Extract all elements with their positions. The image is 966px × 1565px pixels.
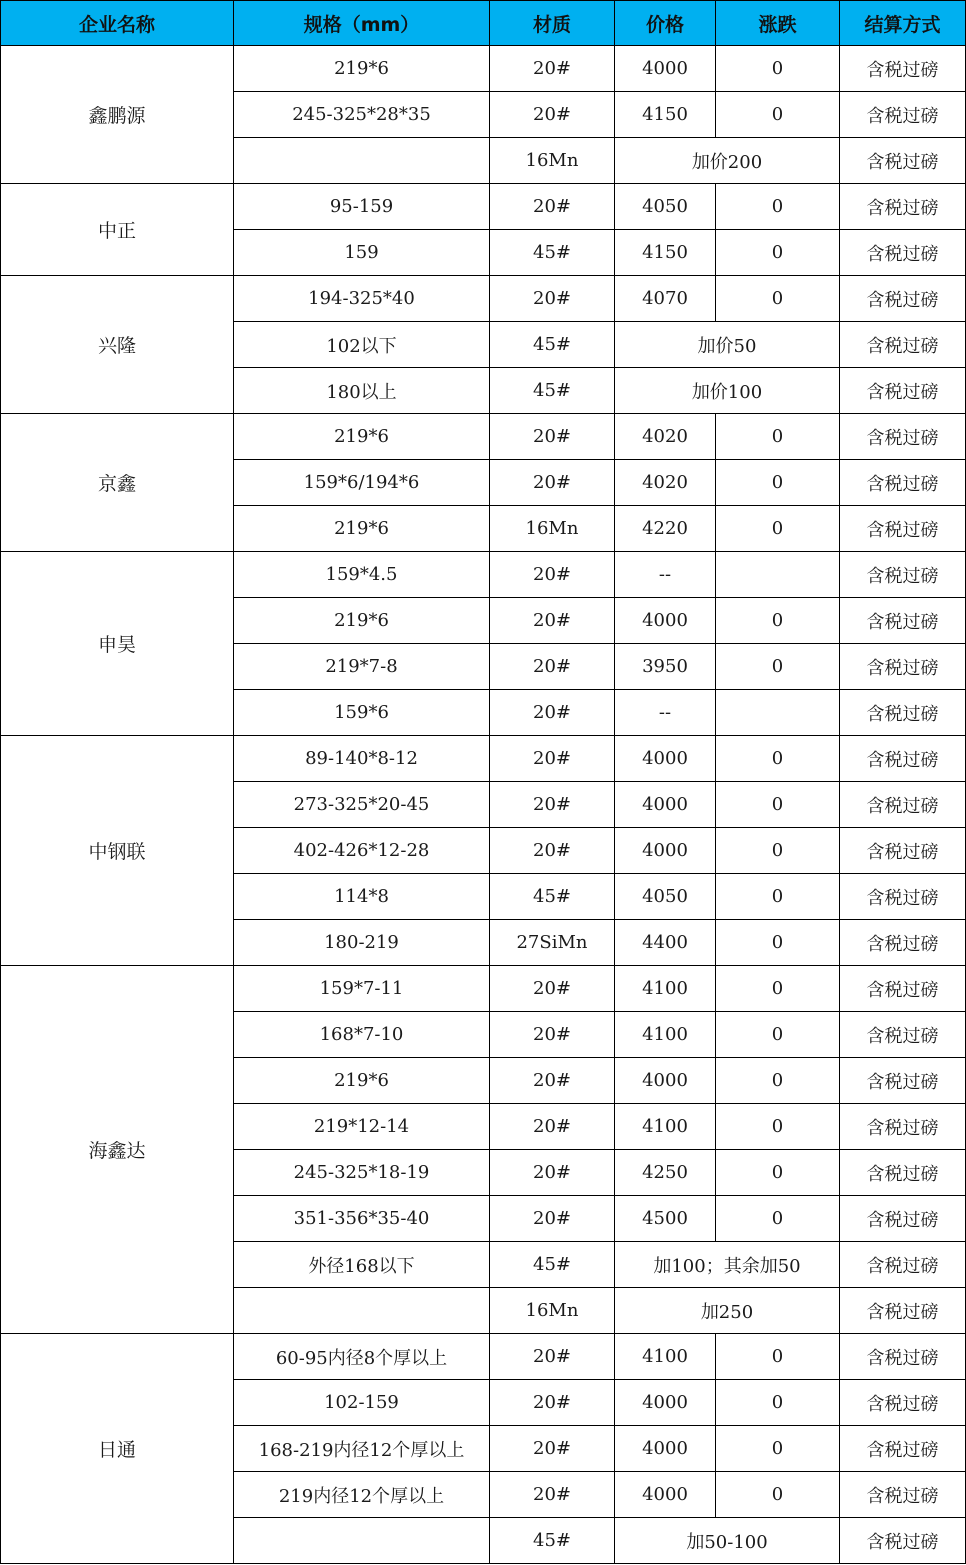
table-row — [1, 966, 966, 1012]
settlement-cell: 含税过磅 — [840, 1518, 966, 1564]
header-price: 价格 — [615, 1, 716, 46]
spec-cell: 60-95内径8个厚以上 — [234, 1334, 490, 1380]
price-cell: 4000 — [615, 828, 716, 874]
material-cell: 20# — [490, 552, 615, 598]
price-cell: 4100 — [615, 1012, 716, 1058]
settlement-cell: 含税过磅 — [840, 92, 966, 138]
material-cell: 16Mn — [490, 138, 615, 184]
price-cell: 4150 — [615, 230, 716, 276]
spec-cell: 外径168以下 — [234, 1242, 490, 1288]
table-row — [1, 46, 966, 92]
settlement-cell: 含税过磅 — [840, 276, 966, 322]
price-cell: 4050 — [615, 874, 716, 920]
change-cell: 0 — [716, 184, 840, 230]
price-cell: 4220 — [615, 506, 716, 552]
change-cell: 0 — [716, 782, 840, 828]
settlement-cell: 含税过磅 — [840, 782, 966, 828]
material-cell: 45# — [490, 874, 615, 920]
settlement-cell: 含税过磅 — [840, 1058, 966, 1104]
price-note-cell: 加价100 — [615, 368, 840, 414]
material-cell: 20# — [490, 1058, 615, 1104]
spec-cell — [234, 1518, 490, 1564]
header-change: 涨跌 — [716, 1, 840, 46]
material-cell: 45# — [490, 368, 615, 414]
change-cell: 0 — [716, 828, 840, 874]
material-cell: 45# — [490, 322, 615, 368]
material-cell: 20# — [490, 1196, 615, 1242]
material-cell: 20# — [490, 1380, 615, 1426]
settlement-cell: 含税过磅 — [840, 138, 966, 184]
settlement-cell: 含税过磅 — [840, 874, 966, 920]
change-cell: 0 — [716, 920, 840, 966]
material-cell: 20# — [490, 828, 615, 874]
material-cell: 20# — [490, 736, 615, 782]
change-cell: 0 — [716, 966, 840, 1012]
spec-cell: 102-159 — [234, 1380, 490, 1426]
material-cell: 45# — [490, 1518, 615, 1564]
settlement-cell: 含税过磅 — [840, 46, 966, 92]
settlement-cell: 含税过磅 — [840, 644, 966, 690]
change-cell — [716, 552, 840, 598]
settlement-cell: 含税过磅 — [840, 598, 966, 644]
material-cell: 20# — [490, 1426, 615, 1472]
spec-cell — [234, 138, 490, 184]
price-cell: 4020 — [615, 460, 716, 506]
spec-cell: 159*4.5 — [234, 552, 490, 598]
settlement-cell: 含税过磅 — [840, 1150, 966, 1196]
material-cell: 20# — [490, 690, 615, 736]
change-cell: 0 — [716, 1380, 840, 1426]
table-row — [1, 1334, 966, 1380]
price-cell: 4400 — [615, 920, 716, 966]
material-cell: 20# — [490, 644, 615, 690]
price-note-cell: 加价50 — [615, 322, 840, 368]
material-cell: 27SiMn — [490, 920, 615, 966]
price-cell: 4000 — [615, 1058, 716, 1104]
company-cell: 中钢联 — [1, 736, 234, 966]
table-row — [1, 736, 966, 782]
price-cell: 4000 — [615, 1472, 716, 1518]
change-cell: 0 — [716, 1150, 840, 1196]
spec-cell: 219*6 — [234, 506, 490, 552]
price-cell: 4000 — [615, 1426, 716, 1472]
price-cell: 4150 — [615, 92, 716, 138]
settlement-cell: 含税过磅 — [840, 1196, 966, 1242]
change-cell: 0 — [716, 1058, 840, 1104]
settlement-cell: 含税过磅 — [840, 1242, 966, 1288]
settlement-cell: 含税过磅 — [840, 1472, 966, 1518]
spec-cell: 95-159 — [234, 184, 490, 230]
spec-cell: 168-219内径12个厚以上 — [234, 1426, 490, 1472]
settlement-cell: 含税过磅 — [840, 460, 966, 506]
spec-cell: 245-325*28*35 — [234, 92, 490, 138]
material-cell: 20# — [490, 598, 615, 644]
price-cell: 4250 — [615, 1150, 716, 1196]
material-cell: 20# — [490, 414, 615, 460]
material-cell: 20# — [490, 1334, 615, 1380]
change-cell: 0 — [716, 1426, 840, 1472]
settlement-cell: 含税过磅 — [840, 1426, 966, 1472]
spec-cell: 159 — [234, 230, 490, 276]
material-cell: 20# — [490, 460, 615, 506]
spec-cell: 245-325*18-19 — [234, 1150, 490, 1196]
spec-cell: 159*7-11 — [234, 966, 490, 1012]
price-cell: -- — [615, 690, 716, 736]
material-cell: 20# — [490, 92, 615, 138]
table-row — [1, 184, 966, 230]
company-cell: 京鑫 — [1, 414, 234, 552]
change-cell: 0 — [716, 230, 840, 276]
spec-cell: 159*6 — [234, 690, 490, 736]
material-cell: 20# — [490, 46, 615, 92]
spec-cell: 219*12-14 — [234, 1104, 490, 1150]
spec-cell: 219*6 — [234, 598, 490, 644]
settlement-cell: 含税过磅 — [840, 1104, 966, 1150]
change-cell: 0 — [716, 874, 840, 920]
table-header — [1, 1, 966, 46]
settlement-cell: 含税过磅 — [840, 736, 966, 782]
change-cell: 0 — [716, 1104, 840, 1150]
change-cell: 0 — [716, 276, 840, 322]
settlement-cell: 含税过磅 — [840, 690, 966, 736]
spec-cell: 102以下 — [234, 322, 490, 368]
settlement-cell: 含税过磅 — [840, 920, 966, 966]
material-cell: 20# — [490, 184, 615, 230]
price-cell: 4020 — [615, 414, 716, 460]
price-cell: 4050 — [615, 184, 716, 230]
change-cell: 0 — [716, 736, 840, 782]
price-cell: 4100 — [615, 966, 716, 1012]
spec-cell: 273-325*20-45 — [234, 782, 490, 828]
table-body — [1, 46, 966, 1564]
settlement-cell: 含税过磅 — [840, 184, 966, 230]
price-note-cell: 加50-100 — [615, 1518, 840, 1564]
settlement-cell: 含税过磅 — [840, 966, 966, 1012]
settlement-cell: 含税过磅 — [840, 506, 966, 552]
price-cell: 4070 — [615, 276, 716, 322]
price-note-cell: 加100；其余加50 — [615, 1242, 840, 1288]
change-cell: 0 — [716, 460, 840, 506]
spec-cell: 351-356*35-40 — [234, 1196, 490, 1242]
material-cell: 20# — [490, 966, 615, 1012]
spec-cell: 168*7-10 — [234, 1012, 490, 1058]
spec-cell: 194-325*40 — [234, 276, 490, 322]
table-row — [1, 414, 966, 460]
header-spec: 规格（mm） — [234, 1, 490, 46]
header-settlement: 结算方式 — [840, 1, 966, 46]
change-cell: 0 — [716, 92, 840, 138]
material-cell: 45# — [490, 1242, 615, 1288]
settlement-cell: 含税过磅 — [840, 414, 966, 460]
material-cell: 20# — [490, 1472, 615, 1518]
settlement-cell: 含税过磅 — [840, 1288, 966, 1334]
change-cell: 0 — [716, 644, 840, 690]
company-cell: 鑫鹏源 — [1, 46, 234, 184]
settlement-cell: 含税过磅 — [840, 230, 966, 276]
spec-cell: 180-219 — [234, 920, 490, 966]
spec-cell: 114*8 — [234, 874, 490, 920]
spec-cell: 219内径12个厚以上 — [234, 1472, 490, 1518]
price-cell: 4000 — [615, 598, 716, 644]
settlement-cell: 含税过磅 — [840, 1012, 966, 1058]
change-cell: 0 — [716, 1012, 840, 1058]
material-cell: 45# — [490, 230, 615, 276]
header-row — [1, 1, 966, 46]
price-note-cell: 加价200 — [615, 138, 840, 184]
price-cell: 4000 — [615, 1380, 716, 1426]
spec-cell: 219*6 — [234, 46, 490, 92]
material-cell: 20# — [490, 276, 615, 322]
company-cell: 申昊 — [1, 552, 234, 736]
material-cell: 20# — [490, 1104, 615, 1150]
change-cell: 0 — [716, 506, 840, 552]
price-cell: 4100 — [615, 1334, 716, 1380]
company-cell: 中正 — [1, 184, 234, 276]
price-cell: 4100 — [615, 1104, 716, 1150]
settlement-cell: 含税过磅 — [840, 552, 966, 598]
change-cell: 0 — [716, 1334, 840, 1380]
settlement-cell: 含税过磅 — [840, 828, 966, 874]
price-note-cell: 加250 — [615, 1288, 840, 1334]
change-cell: 0 — [716, 1196, 840, 1242]
settlement-cell: 含税过磅 — [840, 368, 966, 414]
material-cell: 20# — [490, 782, 615, 828]
material-cell: 16Mn — [490, 506, 615, 552]
settlement-cell: 含税过磅 — [840, 322, 966, 368]
spec-cell — [234, 1288, 490, 1334]
spec-cell: 402-426*12-28 — [234, 828, 490, 874]
spec-cell: 89-140*8-12 — [234, 736, 490, 782]
price-cell: 4500 — [615, 1196, 716, 1242]
change-cell: 0 — [716, 1472, 840, 1518]
spec-cell: 180以上 — [234, 368, 490, 414]
spec-cell: 219*6 — [234, 1058, 490, 1104]
price-cell: 4000 — [615, 46, 716, 92]
table-row — [1, 552, 966, 598]
spec-cell: 219*7-8 — [234, 644, 490, 690]
header-material: 材质 — [490, 1, 615, 46]
change-cell: 0 — [716, 414, 840, 460]
change-cell: 0 — [716, 598, 840, 644]
material-cell: 16Mn — [490, 1288, 615, 1334]
table-row — [1, 276, 966, 322]
price-cell: 3950 — [615, 644, 716, 690]
price-cell: -- — [615, 552, 716, 598]
material-cell: 20# — [490, 1012, 615, 1058]
price-cell: 4000 — [615, 736, 716, 782]
settlement-cell: 含税过磅 — [840, 1334, 966, 1380]
material-cell: 20# — [490, 1150, 615, 1196]
company-cell: 海鑫达 — [1, 966, 234, 1334]
spec-cell: 219*6 — [234, 414, 490, 460]
company-cell: 日通 — [1, 1334, 234, 1564]
price-cell: 4000 — [615, 782, 716, 828]
company-cell: 兴隆 — [1, 276, 234, 414]
change-cell: 0 — [716, 46, 840, 92]
settlement-cell: 含税过磅 — [840, 1380, 966, 1426]
spec-cell: 159*6/194*6 — [234, 460, 490, 506]
change-cell — [716, 690, 840, 736]
header-company: 企业名称 — [1, 1, 234, 46]
